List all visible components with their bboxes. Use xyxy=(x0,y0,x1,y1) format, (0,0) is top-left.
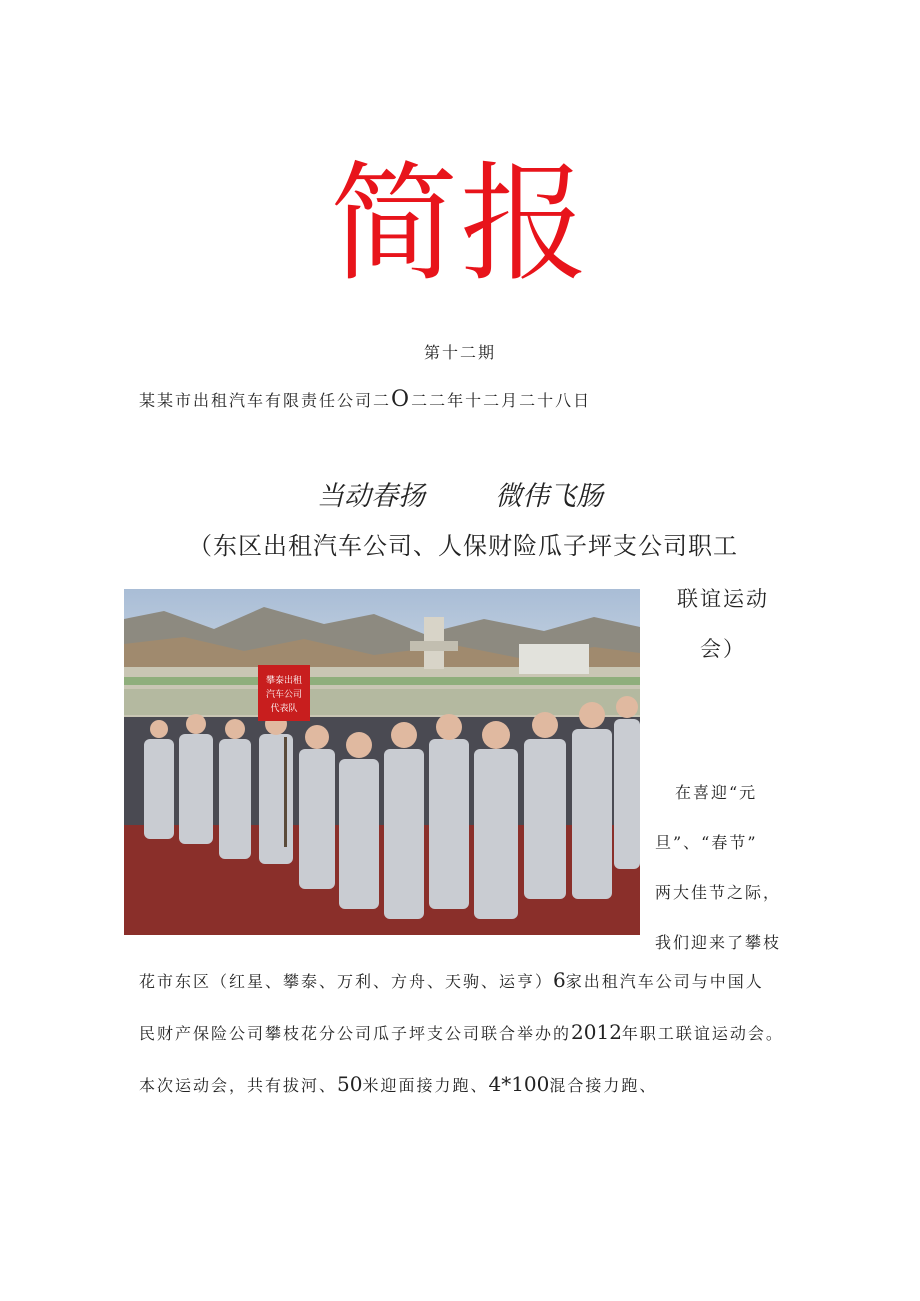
dateline-org: 某某市出租汽车有限责任公司二 xyxy=(139,391,392,410)
masthead-title: 简报 xyxy=(329,150,590,299)
side-line-1: 在喜迎“元 xyxy=(675,783,758,802)
subtitle-line-2: 联谊运动 xyxy=(677,587,769,611)
article-body xyxy=(139,955,819,1111)
body-line-2 xyxy=(139,1007,819,1059)
body-text: 民财产保险公司攀枝花分公司瓜子坪支公司联合举办的 xyxy=(139,1024,572,1043)
event-photo xyxy=(124,589,640,935)
article-subtitle: （东区出租汽车公司、人保财险瓜子坪支公司职工 xyxy=(188,532,738,560)
body-text: 家出租汽车公司与中国人 xyxy=(565,972,764,991)
article-headline xyxy=(0,474,920,513)
headline-part-2: 微伟飞肠 xyxy=(495,481,603,512)
side-line-2: 旦”、“春节” xyxy=(655,833,758,852)
body-number: 4*100 xyxy=(488,1072,550,1096)
dateline xyxy=(139,387,591,412)
subtitle-line-3: 会） xyxy=(700,637,746,661)
dateline-zero: O xyxy=(391,387,412,412)
article-subtitle-continued xyxy=(668,574,778,674)
side-line-3: 两大佳节之际， xyxy=(655,883,782,902)
side-line-4: 我们迎来了攀枝 xyxy=(655,933,782,952)
headline-part-1: 当动春扬 xyxy=(317,481,425,512)
body-number: 6 xyxy=(553,968,566,992)
sign-line-1: 攀泰出租 xyxy=(265,676,303,686)
body-text: 本次运动会，共有拔河、 xyxy=(139,1076,338,1095)
body-text: 年职工联谊运动会。 xyxy=(621,1024,784,1043)
body-text: 米迎面接力跑、 xyxy=(362,1076,489,1095)
body-text: 花市东区（红星、攀泰、万利、方舟、天驹、运亨） xyxy=(139,972,554,991)
sign-line-3: 代表队 xyxy=(270,704,298,714)
side-text xyxy=(655,768,790,968)
issue-number: 第十二期 xyxy=(423,343,496,362)
body-text: 混合接力跑、 xyxy=(549,1076,658,1095)
body-number: 50 xyxy=(337,1072,363,1096)
dateline-date: 二二年十二月二十八日 xyxy=(411,391,592,410)
sign-line-2: 汽车公司 xyxy=(265,690,303,700)
body-line-3 xyxy=(139,1059,819,1111)
body-line-1 xyxy=(139,955,819,1007)
body-number: 2012 xyxy=(571,1020,622,1044)
